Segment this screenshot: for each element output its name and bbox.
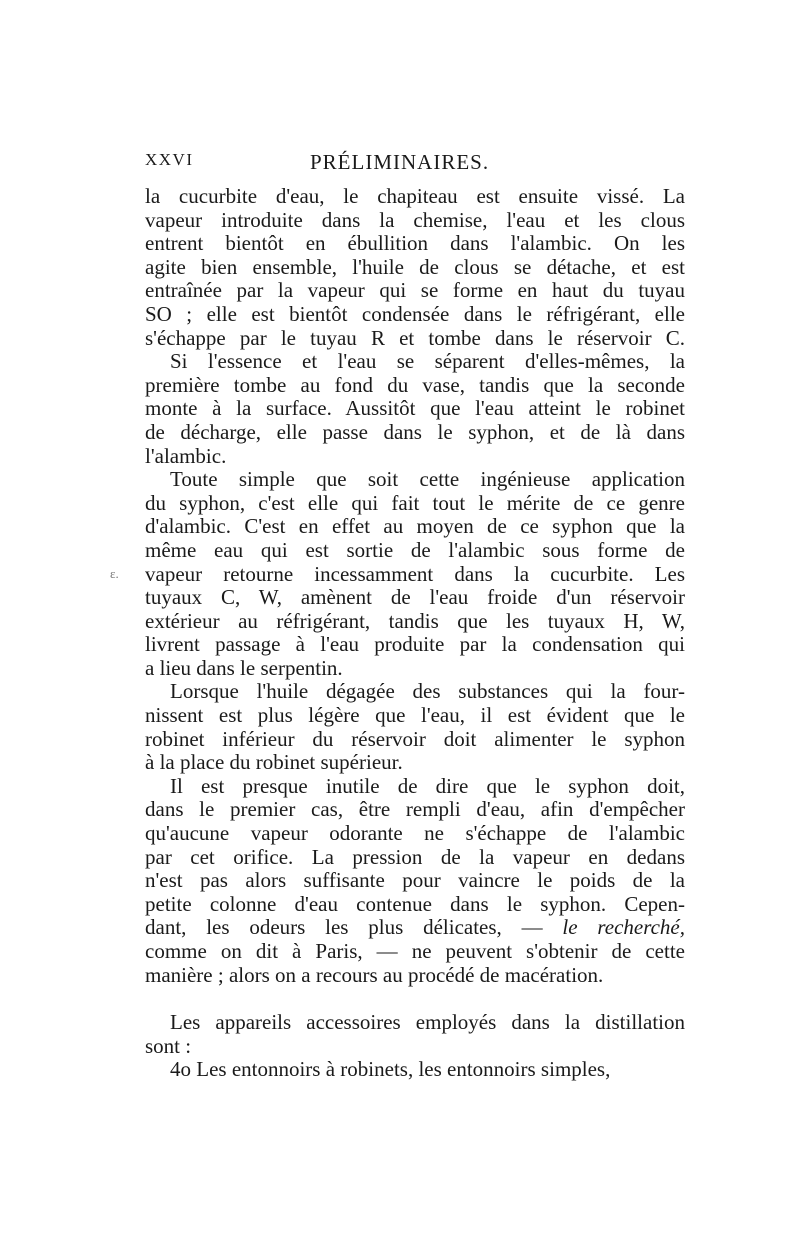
text-line: entraînée par la vapeur qui se forme en haut du tuyau (145, 278, 685, 303)
text-line: a lieu dans le serpentin. (145, 655, 343, 680)
text-line: à la place du robinet supérieur. (145, 750, 403, 775)
text-line: Il est presque inutile de dire que le syphon doit, (170, 773, 685, 798)
text-line: extérieur au réfrigérant, tandis que les tuyaux H, W, (145, 608, 685, 633)
text-line: Lorsque l'huile dégagée des substances qui la four- (170, 679, 685, 704)
text-line (145, 916, 685, 940)
text-line: nissent est plus légère que l'eau, il est évident que le (145, 703, 685, 728)
text-line: entrent bientôt en ébullition dans l'alambic. On les (145, 231, 685, 256)
text-line: première tombe au fond du vase, tandis que la seconde (145, 372, 685, 397)
text-line: s'échappe par le tuyau R et tombe dans le réservoir C. (145, 325, 685, 350)
text-segment: dant, les odeurs les plus délicates, — (145, 915, 563, 940)
text-line: sont : (145, 1033, 192, 1058)
running-head (145, 150, 680, 174)
text-line: petite colonne d'eau contenue dans le syphon. Cepen- (145, 891, 685, 916)
text-line: même eau qui est sortie de l'alambic sous forme de (145, 537, 685, 562)
text-line: du syphon, c'est elle qui fait tout le mérite de ce genre (145, 490, 685, 515)
text-line: de décharge, elle passe dans le syphon, et de là dans (145, 419, 685, 444)
text-line: vapeur retourne incessamment dans la cucurbite. Les (145, 561, 685, 586)
text-line: par cet orifice. La pression de la vapeur en dedans (145, 844, 685, 869)
paragraph-gap (145, 987, 685, 1011)
text-line: Si l'essence et l'eau se séparent d'elles-mêmes, la (170, 349, 685, 374)
margin-mark: ε. (110, 566, 119, 581)
text-line: vapeur introduite dans la chemise, l'eau et les clous (145, 207, 685, 232)
text-line: 4o Les entonnoirs à robinets, les entonnoirs simples, (170, 1057, 611, 1082)
text-line: comme on dit à Paris, — ne peuvent s'obtenir de cette (145, 939, 685, 963)
text-line: Toute simple que soit cette ingénieuse application (170, 467, 685, 492)
running-title: PRÉLIMINAIRES. (310, 150, 490, 174)
text-line: la cucurbite d'eau, le chapiteau est ensuite vissé. La (145, 184, 685, 208)
text-line: agite bien ensemble, l'huile de clous se détache, et est (145, 254, 685, 279)
text-line: qu'aucune vapeur odorante ne s'échappe de l'alambic (145, 821, 685, 846)
text-line: manière ; alors on a recours au procédé de macération. (145, 962, 604, 987)
text-line: SO ; elle est bientôt condensée dans le réfrigérant, elle (145, 301, 685, 326)
page-number: XXVI (145, 150, 194, 169)
text-line: livrent passage à l'eau produite par la condensation qui (145, 632, 685, 657)
text-line: Les appareils accessoires employés dans la distillation (170, 1010, 685, 1035)
text-line: n'est pas alors suffisante pour vaincre le poids de la (145, 868, 685, 893)
body-text (145, 185, 685, 1082)
text-line: dans le premier cas, être rempli d'eau, afin d'empêcher (145, 797, 685, 822)
text-line: d'alambic. C'est en effet au moyen de ce syphon que la (145, 514, 685, 539)
italic-phrase: le recherché, (562, 915, 686, 940)
text-line: robinet inférieur du réservoir doit alimenter le syphon (145, 726, 685, 751)
text-line: tuyaux C, W, amènent de l'eau froide d'un réservoir (145, 585, 685, 610)
text-line: l'alambic. (145, 443, 227, 468)
text-line: monte à la surface. Aussitôt que l'eau atteint le robinet (145, 396, 685, 421)
